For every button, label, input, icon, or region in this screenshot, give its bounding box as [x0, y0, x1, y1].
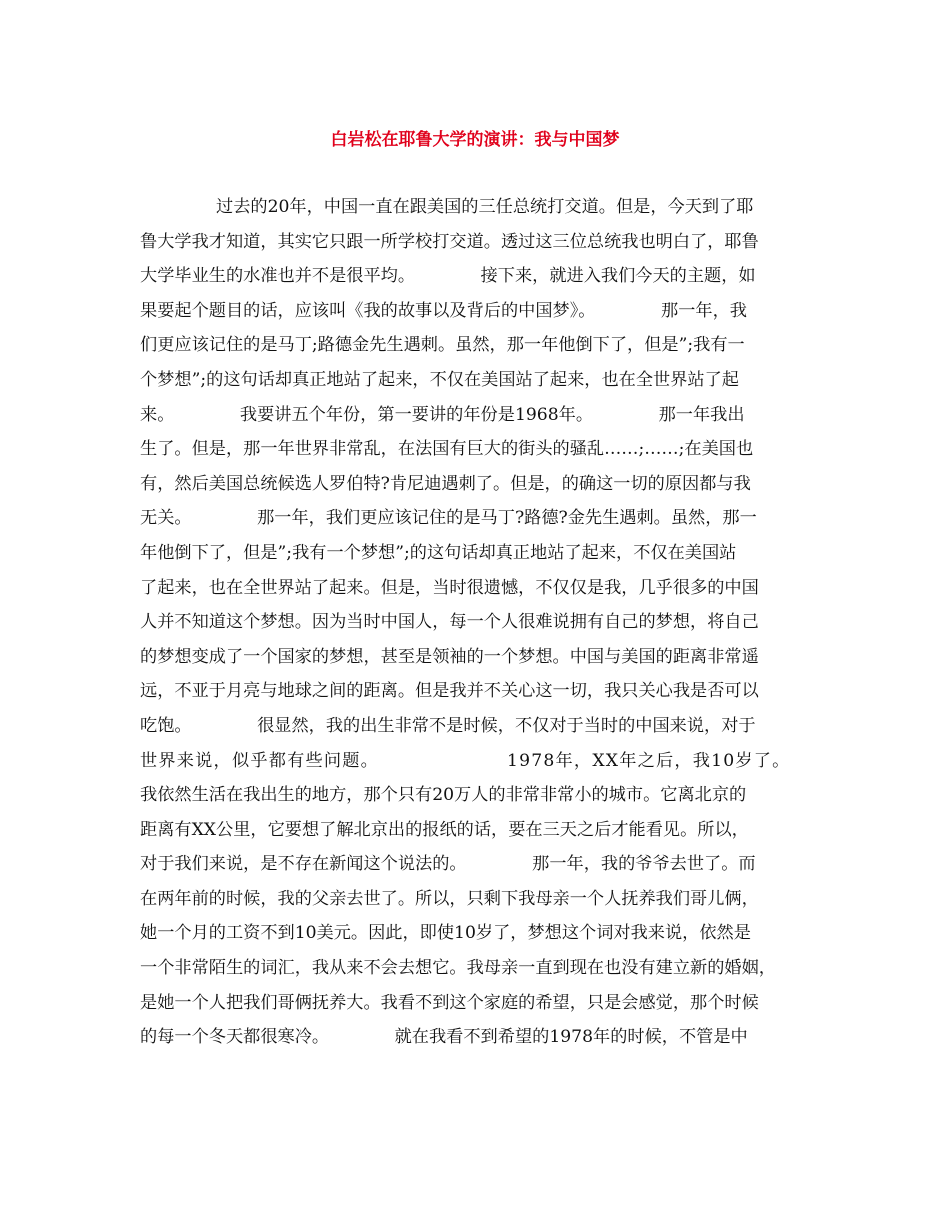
text-line: 一个非常陌生的词汇，我从来不会去想它。我母亲一直到现在也没有建立新的婚姻， [140, 958, 776, 979]
text-line: 世界来说，似乎都有些问题。 1978年，XX年之后，我10岁了。 [140, 750, 791, 771]
text-line: 过去的20年，中国一直在跟美国的三任总统打交道。但是，今天到了耶 [216, 197, 754, 217]
text-line: 的梦想变成了一个国家的梦想，甚至是领袖的一个梦想。中国与美国的距离非常遥 [140, 646, 759, 667]
text-line: 远，不亚于月亮与地球之间的距离。但是我并不关心这一切，我只关心我是否可以 [140, 681, 759, 702]
text-line: 个梦想”;的这句话却真正地站了起来，不仅在美国站了起来，也在全世界站了起 [140, 369, 739, 390]
text-line: 人并不知道这个梦想。因为当时中国人，每一个人很难说拥有自己的梦想，将自己 [140, 612, 759, 633]
text-line: 们更应该记住的是马丁;路德金先生遇刺。虽然，那一年他倒下了，但是”;我有一 [140, 335, 745, 356]
text-line: 果要起个题目的话，应该叫《我的故事以及背后的中国梦》。 那一年，我 [140, 300, 747, 321]
text-line: 年他倒下了，但是”;我有一个梦想”;的这句话却真正地站了起来，不仅在美国站 [140, 542, 737, 563]
text-line: 生了。但是，那一年世界非常乱，在法国有巨大的街头的骚乱……;……;在美国也 [140, 439, 754, 460]
text-line: 来。 我要讲五个年份，第一要讲的年份是1968年。 那一年我出 [140, 404, 745, 425]
speech-body [140, 190, 820, 1055]
text-line: 无关。 那一年，我们更应该记住的是马丁?路德?金先生遇刺。虽然，那一 [140, 508, 757, 529]
text-line: 在两年前的时候，我的父亲去世了。所以，只剩下我母亲一个人抚养我们哥儿俩， [140, 888, 759, 909]
text-line: 了起来，也在全世界站了起来。但是，当时很遗憾，不仅仅是我，几乎很多的中国 [140, 577, 759, 598]
text-line: 吃饱。 很显然，我的出生非常不是时候，不仅对于当时的中国来说，对于 [140, 715, 756, 736]
text-line: 大学毕业生的水准也并不是很平均。 接下来，就进入我们今天的主题，如 [140, 266, 756, 287]
text-line: 是她一个人把我们哥俩抚养大。我看不到这个家庭的希望，只是会感觉，那个时候 [140, 992, 759, 1013]
text-line: 距离有XX公里，它要想了解北京出的报纸的话，要在三天之后才能看见。所以， [140, 819, 749, 840]
page-title: 白岩松在耶鲁大学的演讲：我与中国梦 [330, 130, 620, 150]
text-line: 有，然后美国总统候选人罗伯特?肯尼迪遇刺了。但是，的确这一切的原因都与我 [140, 473, 751, 494]
text-line: 我依然生活在我出生的地方，那个只有20万人的非常非常小的城市。它离北京的 [140, 785, 747, 806]
text-line: 鲁大学我才知道，其实它只跟一所学校打交道。透过这三位总统我也明白了，耶鲁 [140, 231, 759, 252]
text-line: 的每一个冬天都很寒冷。 就在我看不到希望的1978年的时候，不管是中 [140, 1027, 748, 1048]
text-line: 她一个月的工资不到10美元。因此，即使10岁了，梦想这个词对我来说，依然是 [140, 923, 751, 944]
text-line: 对于我们来说，是不存在新闻这个说法的。 那一年，我的爷爷去世了。而 [140, 854, 756, 875]
